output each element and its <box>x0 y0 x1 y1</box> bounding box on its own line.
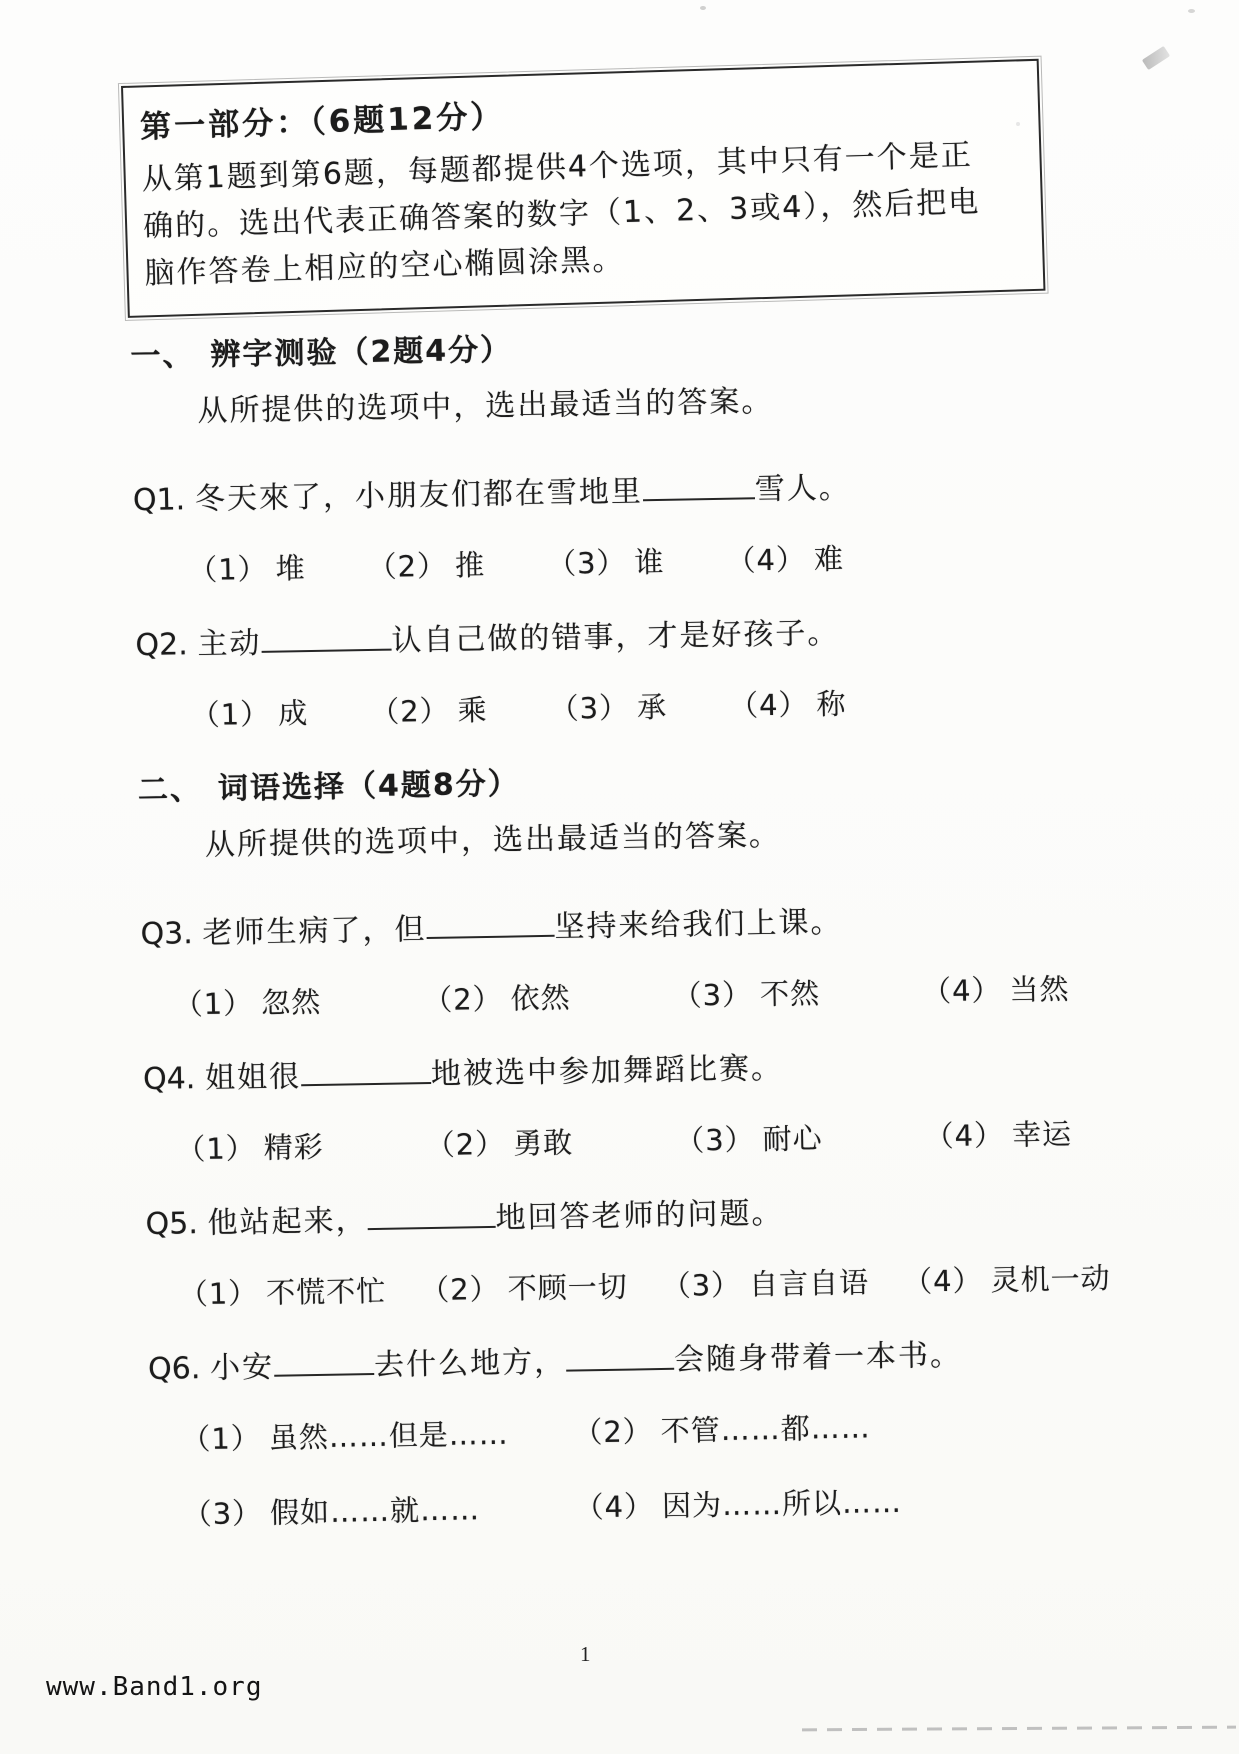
answer-blank <box>301 1055 431 1086</box>
option-Q6-2 <box>573 1400 1200 1452</box>
option-label: 乘 <box>457 692 488 728</box>
question-text-segment: 老师生病了，但 <box>202 912 427 951</box>
options-Q4 <box>176 1110 1195 1169</box>
answer-blank <box>643 471 755 501</box>
option-number: （1） <box>187 551 268 588</box>
section-instruction: 从所提供的选项中，选出最适当的答案。 <box>197 383 774 429</box>
option-Q6-1 <box>181 1411 574 1459</box>
instructions-line: 脑作答卷上相应的空心椭圆涂黑。 <box>144 242 625 292</box>
option-number: （1） <box>173 986 254 1022</box>
part-title: 第一部分：（6题12分） <box>139 98 505 146</box>
option-label: 因为……所以…… <box>661 1484 903 1524</box>
option-label: 推 <box>454 547 486 583</box>
section-1 <box>0 313 1187 738</box>
question-Q5 <box>145 1181 1196 1243</box>
question-text-segment: 地被选中参加舞蹈比赛。 <box>430 1050 784 1092</box>
question-text-segment: 雪人。 <box>754 470 852 508</box>
option-number: （4） <box>728 687 809 723</box>
question-text <box>202 905 843 951</box>
question-text-segment: 小安 <box>209 1349 275 1386</box>
option-number: （3） <box>549 690 630 726</box>
option-Q3-3 <box>672 971 820 1015</box>
option-Q5-2 <box>420 1265 628 1310</box>
scan-smudge-artifact <box>1142 46 1170 70</box>
option-number: （3） <box>672 977 753 1013</box>
question-Q2 <box>135 602 1186 664</box>
option-Q1-2 <box>367 543 485 586</box>
options-Q5 <box>178 1255 1197 1314</box>
option-Q6-4 <box>574 1475 1201 1527</box>
scan-edge-artifact <box>802 1726 1236 1732</box>
section-number: 二、 <box>137 771 203 809</box>
option-Q2-3 <box>549 685 667 728</box>
answer-blank <box>367 1199 495 1230</box>
question-text-segment: 会随身带着一本书。 <box>673 1337 963 1378</box>
page-number: 1 <box>580 1642 591 1666</box>
option-label: 灵机一动 <box>990 1261 1111 1298</box>
option-label: 虽然……但是…… <box>268 1416 510 1455</box>
option-number: （2） <box>367 548 448 585</box>
options-Q6 <box>181 1400 1201 1534</box>
option-label: 当然 <box>1009 971 1070 1007</box>
option-number: （4） <box>726 542 807 578</box>
option-Q4-4 <box>924 1112 1072 1156</box>
option-number: （1） <box>181 1421 262 1457</box>
options-Q2 <box>190 676 1187 734</box>
question-text <box>195 471 852 517</box>
option-label: 难 <box>813 541 845 577</box>
option-Q1-1 <box>188 546 306 589</box>
question-text-segment: 姐姐很 <box>204 1059 302 1096</box>
instructions-line: 从第1题到第6题，每题都提供4个选项，其中只有一个是正 <box>141 137 974 198</box>
question-number: Q1. <box>132 482 186 519</box>
option-number: （3） <box>182 1496 263 1532</box>
option-Q6-3 <box>182 1486 575 1534</box>
question-number: Q2. <box>135 627 189 664</box>
question-text-segment: 主动 <box>197 625 262 662</box>
question-text <box>207 1196 784 1241</box>
option-label: 假如……就…… <box>269 1492 481 1530</box>
instructions-line: 确的。选出代表正确答案的数字（1、2、3或4），然后把电 <box>142 184 981 245</box>
question-text <box>197 616 840 662</box>
option-Q5-4 <box>903 1256 1111 1301</box>
scan-speck <box>700 6 706 10</box>
option-number: （2） <box>425 1126 506 1163</box>
option-number: （4） <box>574 1489 655 1525</box>
option-Q1-3 <box>547 540 665 583</box>
question-text-segment: 认自己做的错事，才是好孩子。 <box>391 615 840 659</box>
option-Q2-2 <box>370 688 488 731</box>
question-number: Q5. <box>145 1206 199 1242</box>
option-label: 不慌不忙 <box>265 1273 387 1310</box>
option-label: 幸运 <box>1011 1116 1073 1152</box>
option-Q3-1 <box>173 980 321 1024</box>
option-Q1-4 <box>726 537 844 580</box>
question-text-segment: 地回答老师的问题。 <box>495 1195 784 1236</box>
question-Q6 <box>148 1326 1199 1388</box>
option-Q4-3 <box>675 1116 823 1160</box>
option-label: 勇敢 <box>512 1125 574 1161</box>
exam-body <box>0 313 1201 1566</box>
question-text-segment: 冬天來了，小朋友们都在雪地里 <box>194 474 644 518</box>
option-Q4-1 <box>176 1125 324 1169</box>
option-number: （4） <box>902 1263 983 1299</box>
option-number: （1） <box>178 1276 259 1312</box>
part-one-instructions-box <box>121 59 1045 318</box>
option-Q4-2 <box>425 1121 573 1165</box>
option-number: （2） <box>419 1271 500 1308</box>
option-label: 承 <box>636 689 668 725</box>
option-label: 自言自语 <box>748 1265 870 1302</box>
answer-blank <box>566 1341 674 1371</box>
option-Q5-1 <box>178 1269 386 1314</box>
question-Q1 <box>133 457 1184 519</box>
options-Q1 <box>188 531 1185 589</box>
section-title: 词语选择（4题8分） <box>217 766 521 807</box>
option-number: （4） <box>924 1117 1005 1154</box>
question-text-segment: 去什么地方， <box>373 1344 567 1384</box>
question-Q3 <box>140 891 1191 953</box>
question-text-segment: 坚持来给我们上课。 <box>554 904 843 945</box>
option-Q2-4 <box>729 682 847 725</box>
question-number: Q3. <box>140 916 194 953</box>
scan-speck <box>1188 9 1195 13</box>
option-number: （1） <box>175 1131 257 1167</box>
option-label: 称 <box>816 686 847 722</box>
question-text <box>210 1338 962 1386</box>
option-number: （3） <box>674 1122 755 1158</box>
section-heading <box>130 313 1181 375</box>
options-Q3 <box>173 965 1192 1024</box>
option-number: （2） <box>422 981 503 1018</box>
option-label: 谁 <box>634 544 665 580</box>
answer-blank <box>426 908 554 939</box>
option-label: 不然 <box>759 976 821 1012</box>
option-label: 不管……都…… <box>660 1410 872 1449</box>
site-watermark: www.Band1.org <box>46 1672 263 1702</box>
answer-blank <box>261 622 391 653</box>
option-Q5-3 <box>661 1260 869 1305</box>
option-label: 堆 <box>275 551 306 586</box>
option-label: 依然 <box>510 980 571 1016</box>
answer-blank <box>274 1347 374 1377</box>
option-label: 成 <box>277 696 309 731</box>
section-number: 一、 <box>130 338 195 375</box>
option-Q2-1 <box>190 691 308 734</box>
question-text <box>205 1051 784 1096</box>
question-Q4 <box>143 1036 1194 1098</box>
option-number: （1） <box>190 696 271 733</box>
section-heading <box>138 747 1189 809</box>
option-label: 忽然 <box>260 984 322 1020</box>
option-Q3-4 <box>922 967 1070 1011</box>
option-number: （4） <box>921 973 1002 1009</box>
option-number: （2） <box>369 693 450 729</box>
option-number: （3） <box>546 545 627 581</box>
option-number: （3） <box>661 1267 742 1303</box>
option-label: 不顾一切 <box>507 1269 628 1306</box>
question-text-segment: 他站起来， <box>207 1203 368 1241</box>
section-title: 辨字测验（2题4分） <box>210 332 513 373</box>
question-number: Q6. <box>147 1351 201 1387</box>
section-2 <box>8 747 1201 1536</box>
option-label: 耐心 <box>762 1121 823 1157</box>
option-label: 精彩 <box>263 1129 325 1165</box>
question-number: Q4. <box>142 1061 196 1098</box>
option-number: （2） <box>572 1414 654 1450</box>
option-Q3-2 <box>423 976 571 1020</box>
section-instruction: 从所提供的选项中，选出最适当的答案。 <box>204 817 782 863</box>
